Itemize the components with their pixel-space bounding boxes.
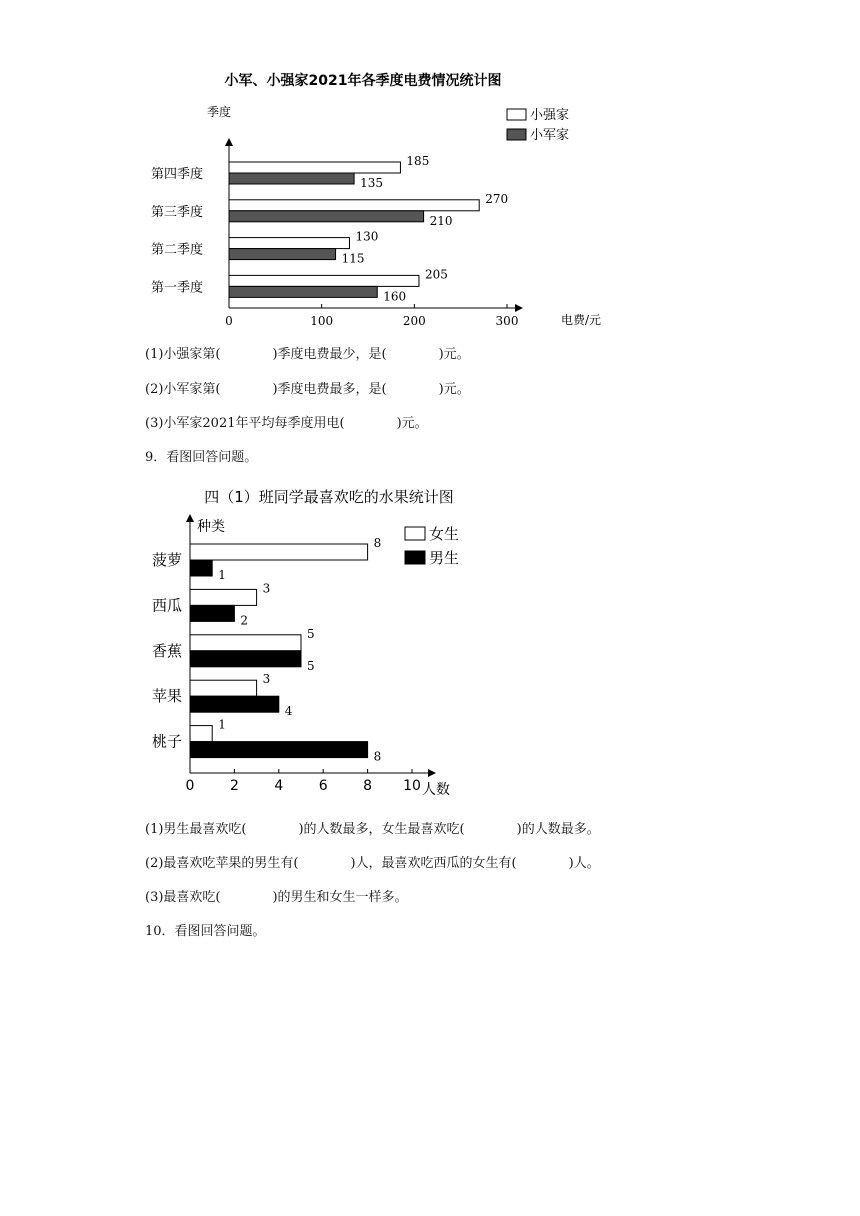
electricity-fee-chart bbox=[0, 60, 860, 340]
bar-series1 bbox=[229, 238, 349, 249]
question-9-header: 9．看图回答问题。 bbox=[145, 450, 258, 465]
x-tick-label: 100 bbox=[310, 314, 334, 328]
question-10-header: 10．看图回答问题。 bbox=[145, 924, 266, 939]
legend-swatch bbox=[507, 129, 526, 140]
legend-label: 女生 bbox=[429, 525, 460, 543]
chart2-title: 四（1）班同学最喜欢吃的水果统计图 bbox=[204, 488, 454, 506]
x-tick-label: 300 bbox=[495, 314, 519, 328]
bar-series2 bbox=[190, 605, 234, 621]
bar-series2 bbox=[190, 560, 212, 576]
bar-series1 bbox=[229, 162, 400, 173]
category-label: 香蕉 bbox=[151, 641, 182, 660]
chart2-y-axis-label: 种类 bbox=[197, 519, 225, 535]
question-8-1: (1)小强家第( )季度电费最少，是( )元。 bbox=[145, 347, 470, 362]
x-tick-label: 10 bbox=[403, 778, 421, 794]
chart1-x-axis-label: 电费/元 bbox=[561, 313, 602, 327]
x-tick-label: 200 bbox=[402, 314, 426, 328]
category-label: 第四季度 bbox=[150, 167, 203, 182]
x-axis-arrow bbox=[515, 304, 523, 312]
data-label: 130 bbox=[355, 229, 379, 244]
bar-series1 bbox=[190, 589, 257, 605]
x-tick-label: 4 bbox=[274, 778, 284, 794]
x-tick-label: 2 bbox=[229, 778, 239, 794]
x-tick-label: 0 bbox=[185, 778, 195, 794]
data-label: 1 bbox=[218, 568, 226, 582]
x-tick-label: 8 bbox=[363, 778, 373, 794]
data-label: 3 bbox=[262, 581, 271, 596]
bar-series2 bbox=[229, 211, 424, 222]
data-label: 210 bbox=[429, 213, 453, 228]
question-8-2: (2)小军家第( )季度电费最多，是( )元。 bbox=[145, 382, 470, 397]
chart1-legend bbox=[507, 108, 569, 143]
x-axis-arrow bbox=[428, 769, 436, 777]
legend-label: 小强家 bbox=[530, 108, 570, 123]
legend-swatch bbox=[405, 551, 425, 564]
data-label: 160 bbox=[383, 289, 407, 304]
bar-series2 bbox=[229, 286, 377, 297]
chart2-legend bbox=[405, 525, 459, 567]
category-label: 西瓜 bbox=[151, 596, 182, 615]
legend-label: 男生 bbox=[429, 549, 460, 567]
data-label: 205 bbox=[424, 267, 448, 282]
y-axis-arrow bbox=[225, 138, 233, 146]
x-tick-label: 6 bbox=[318, 778, 328, 794]
bar-series1 bbox=[229, 275, 419, 286]
bar-series1 bbox=[190, 726, 212, 742]
bar-series2 bbox=[229, 249, 336, 260]
question-9-3: (3)最喜欢吃( )的男生和女生一样多。 bbox=[145, 890, 408, 905]
question-8-3: (3)小军家2021年平均每季度用电( )元。 bbox=[145, 416, 428, 431]
category-label: 桃子 bbox=[151, 732, 182, 751]
data-label: 3 bbox=[262, 672, 271, 687]
chart2-x-axis-label: 人数 bbox=[422, 782, 450, 798]
data-label: 185 bbox=[406, 154, 430, 168]
bar-series2 bbox=[190, 696, 279, 712]
legend-swatch bbox=[507, 109, 526, 120]
question-9-1: (1)男生最喜欢吃( )的人数最多，女生最喜欢吃( )的人数最多。 bbox=[145, 822, 600, 837]
category-label: 第一季度 bbox=[150, 280, 203, 296]
chart1-y-axis-label: 季度 bbox=[207, 105, 232, 119]
x-tick-label: 0 bbox=[225, 314, 233, 328]
y-axis-arrow bbox=[186, 514, 194, 522]
chart1-bars bbox=[229, 154, 508, 303]
bar-series1 bbox=[229, 200, 479, 211]
favorite-fruit-chart bbox=[0, 480, 860, 805]
legend-swatch bbox=[405, 527, 425, 540]
bar-series2 bbox=[190, 651, 301, 667]
category-label: 第二季度 bbox=[150, 242, 203, 258]
chart2-bars bbox=[190, 536, 381, 764]
data-label: 115 bbox=[341, 251, 365, 266]
bar-series2 bbox=[190, 742, 368, 758]
data-label: 8 bbox=[373, 749, 382, 764]
bar-series1 bbox=[190, 544, 368, 560]
legend-label: 小军家 bbox=[530, 128, 570, 143]
data-label: 135 bbox=[360, 176, 384, 190]
data-label: 270 bbox=[485, 191, 509, 206]
category-label: 第三季度 bbox=[150, 204, 203, 220]
data-label: 5 bbox=[307, 626, 315, 641]
data-label: 4 bbox=[284, 704, 293, 719]
data-label: 1 bbox=[218, 717, 226, 732]
question-9-2: (2)最喜欢吃苹果的男生有( )人，最喜欢吃西瓜的女生有( )人。 bbox=[145, 856, 600, 871]
data-label: 2 bbox=[240, 613, 249, 628]
category-label: 菠萝 bbox=[151, 551, 182, 569]
bar-series2 bbox=[229, 173, 354, 184]
category-label: 苹果 bbox=[151, 687, 182, 706]
data-label: 5 bbox=[307, 658, 315, 673]
bar-series1 bbox=[190, 680, 257, 696]
data-label: 8 bbox=[373, 536, 382, 550]
chart1-title: 小军、小强家2021年各季度电费情况统计图 bbox=[224, 73, 502, 89]
bar-series1 bbox=[190, 635, 301, 651]
